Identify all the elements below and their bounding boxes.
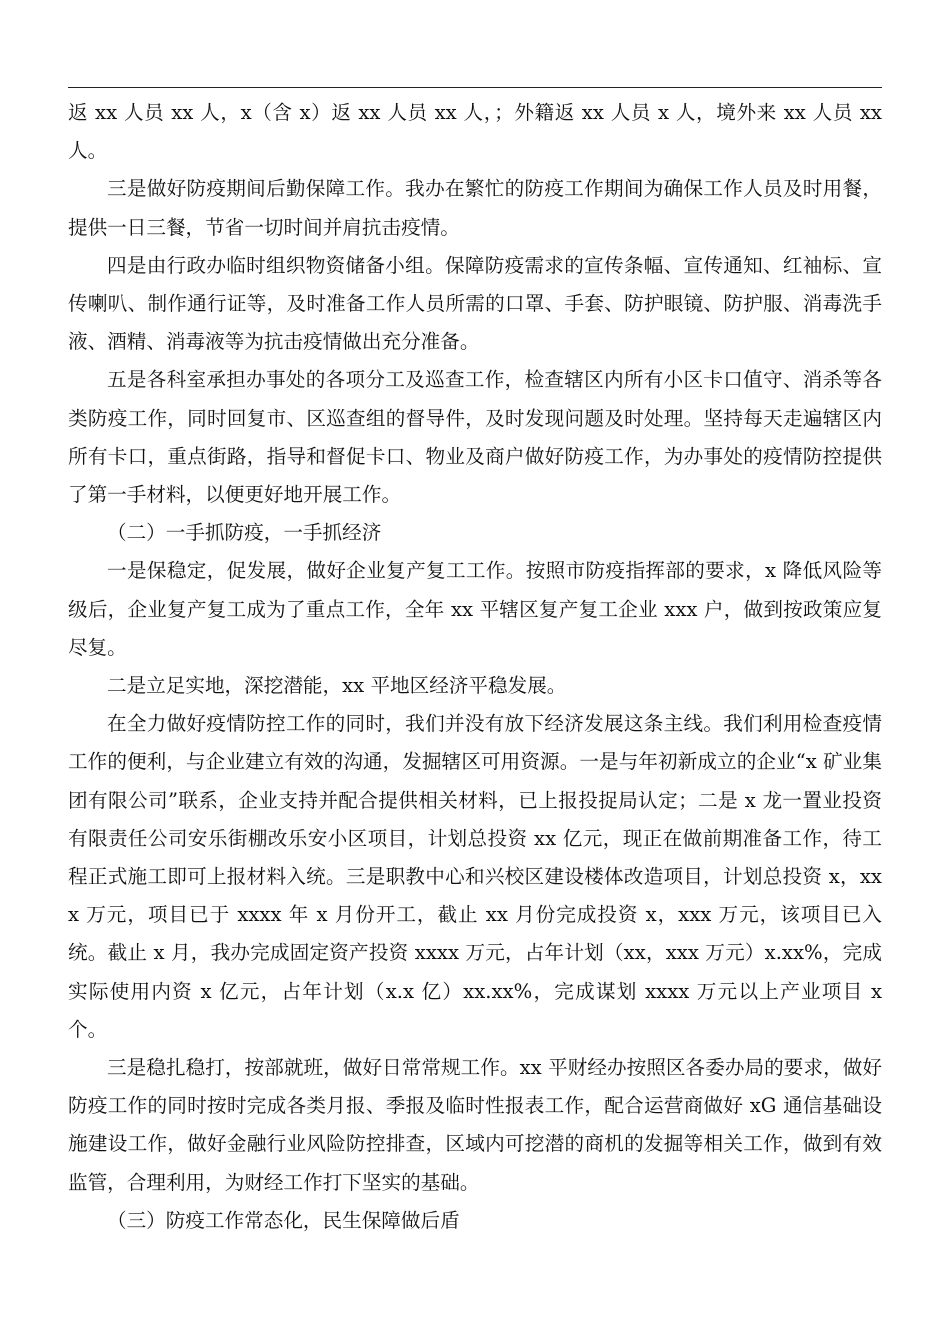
paragraph-routine-work: 三是稳扎稳打，按部就班，做好日常常规工作。xx 平财经办按照区各委办局的要求，做好防疫工作的同时按时完成各类月报、季报及临时性报表工作，配合运营商做好 xG 通信基础设施建设工作，做好金融行业风险防控排查，区域内可挖潜的商机的发掘等相关工作，做到有效监管，合理利用，为财经工作打下坚实的基础。 [68,1056,882,1194]
header-rule [68,87,882,88]
paragraph-resume-production: 一是保稳定，促发展，做好企业复产复工工作。按照市防疫指挥部的要求，x 降低风险等级后，企业复产复工成为了重点工作，全年 xx 平辖区复产复工企业 xxx 户，做到按政策应复尽复。 [68,559,882,659]
paragraph-logistics-support: 三是做好防疫期间后勤保障工作。我办在繁忙的防疫工作期间为确保工作人员及时用餐，提供一日三餐，节省一切时间并肩抗击疫情。 [68,177,882,239]
paragraph-material-reserve: 四是由行政办临时组织物资储备小组。保障防疫需求的宣传条幅、宣传通知、红袖标、宣传喇叭、制作通行证等，及时准备工作人员所需的口罩、手套、防护眼镜、防护服、消毒洗手液、酒精、消毒液等为抗击疫情做出充分准备。 [68,253,882,354]
section-heading-livelihood: （三）防疫工作常态化，民生保障做后盾 [107,1208,460,1232]
paragraph-economic-stability: 二是立足实地，深挖潜能，xx 平地区经济平稳发展。 [107,674,567,698]
document-body [68,94,882,1240]
paragraph-inspection-work: 五是各科室承担办事处的各项分工及巡查工作，检查辖区内所有小区卡口值守、消杀等各类防疫工作，同时回复市、区巡查组的督导件，及时发现问题及时处理。坚持每天走遍辖区内所有卡口，重点街路，指导和督促卡口、物业及商户做好防疫工作，为办事处的疫情防控提供了第一手材料，以便更好地开展工作。 [68,368,882,507]
paragraph-continuation: 返 xx 人员 xx 人，x（含 x）返 xx 人员 xx 人，；外籍返 xx 人员 x 人，境外来 xx 人员 xx 人。 [68,101,882,163]
paragraph-investment-projects: 在全力做好疫情防控工作的同时，我们并没有放下经济发展这条主线。我们利用检查疫情工作的便利，与企业建立有效的沟通，发掘辖区可用资源。一是与年初新成立的企业“x 矿业集团有限公司”联系，企业支持并配合提供相关材料，已上报投捉局认定；二是 x 龙一置业投资有限责任公司安乐街棚改乐安小区项目，计划总投资 xx 亿元，现正在做前期准备工作，待工程正式施工即可上报材料入统。三是职教中心和兴校区建设楼体改造项目，计划总投资 x，xxx 万元，项目已于 xxxx 年 x 月份开工，截止 xx 月份完成投资 x，xxx 万元，该项目已入统。截止 x 月，我办完成固定资产投资 xxxx 万元，占年计划（xx，xxx 万元）x.xx%，完成实际使用内资 x 亿元，占年计划（x.x 亿）xx.xx%，完成谋划 xxxx 万元以上产业项目 x 个。 [68,712,882,1041]
section-heading-economy: （二）一手抓防疫，一手抓经济 [107,521,382,545]
